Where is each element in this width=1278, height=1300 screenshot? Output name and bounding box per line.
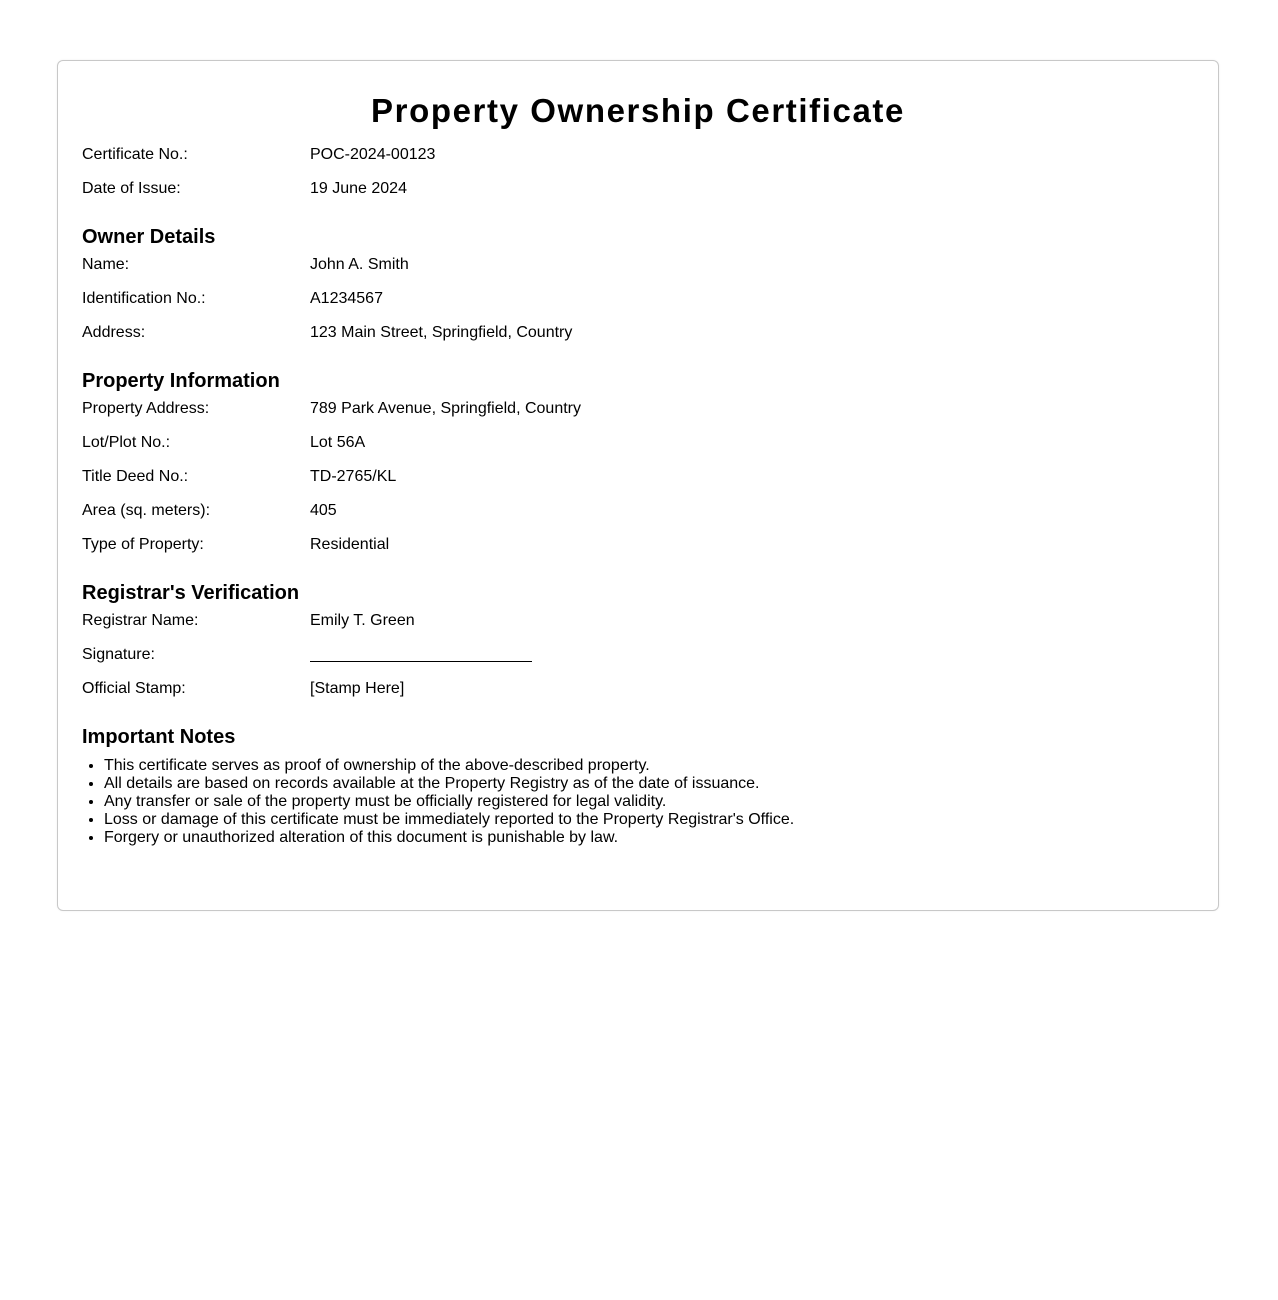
property-address-value: 789 Park Avenue, Springfield, Country (310, 400, 581, 417)
signature-line (310, 643, 532, 662)
certificate-number-label: Certificate No.: (82, 146, 188, 163)
issue-date-label: Date of Issue: (82, 180, 181, 197)
important-notes-section (82, 725, 1192, 847)
note-item: • This certificate serves as proof of ownership of the above-described property. (104, 757, 1192, 775)
certificate-content (82, 143, 1192, 847)
owner-id-value: A1234567 (310, 290, 383, 307)
important-notes-heading: Important Notes (82, 726, 236, 748)
registrar-verification-section (82, 581, 1192, 711)
official-stamp-row (82, 677, 1192, 711)
area-row (82, 499, 1192, 533)
important-notes-list (82, 757, 1192, 847)
property-information-section (82, 369, 1192, 567)
registrar-name-value: Emily T. Green (310, 612, 415, 629)
owner-name-label: Name: (82, 256, 130, 273)
note-item: • Loss or damage of this certificate must be immediately reported to the Property Registrar's Office. (104, 811, 1192, 829)
lot-number-row (82, 431, 1192, 465)
property-type-label: Type of Property: (82, 536, 204, 553)
owner-details-section (82, 225, 1192, 355)
owner-id-label: Identification No.: (82, 290, 206, 307)
owner-details-heading: Owner Details (82, 226, 216, 248)
issue-date-value: 19 June 2024 (310, 180, 407, 197)
title-deed-label: Title Deed No.: (82, 468, 189, 485)
certificate-number-value: POC-2024-00123 (310, 146, 436, 163)
certificate-number-row (82, 143, 1192, 177)
issue-date-row (82, 177, 1192, 211)
property-address-label: Property Address: (82, 400, 210, 417)
registrar-name-row (82, 609, 1192, 643)
owner-address-row (82, 321, 1192, 355)
signature-value (310, 643, 1192, 667)
lot-number-label: Lot/Plot No.: (82, 434, 171, 451)
note-item: • All details are based on records available at the Property Registry as of the date of issuance. (104, 775, 1192, 793)
signature-label: Signature: (82, 646, 155, 663)
official-stamp-value: [Stamp Here] (310, 680, 405, 697)
owner-name-row (82, 253, 1192, 287)
certificate-card (57, 60, 1219, 911)
signature-row (82, 643, 1192, 677)
owner-id-row (82, 287, 1192, 321)
property-address-row (82, 397, 1192, 431)
property-type-row (82, 533, 1192, 567)
owner-address-value: 123 Main Street, Springfield, Country (310, 324, 573, 341)
owner-address-label: Address: (82, 324, 146, 341)
registrar-name-label: Registrar Name: (82, 612, 199, 629)
lot-number-value: Lot 56A (310, 434, 366, 451)
property-type-value: Residential (310, 536, 390, 553)
note-item: • Any transfer or sale of the property must be officially registered for legal validity. (104, 793, 1192, 811)
note-item: • Forgery or unauthorized alteration of this document is punishable by law. (104, 829, 1192, 847)
title-deed-value: TD-2765/KL (310, 468, 397, 485)
owner-name-value: John A. Smith (310, 256, 409, 273)
property-information-heading: Property Information (82, 370, 280, 392)
title-deed-row (82, 465, 1192, 499)
official-stamp-label: Official Stamp: (82, 680, 186, 697)
registrar-verification-heading: Registrar's Verification (82, 582, 300, 604)
area-label: Area (sq. meters): (82, 502, 211, 519)
area-value: 405 (310, 502, 337, 519)
certificate-title: Property Ownership Certificate (371, 92, 905, 129)
